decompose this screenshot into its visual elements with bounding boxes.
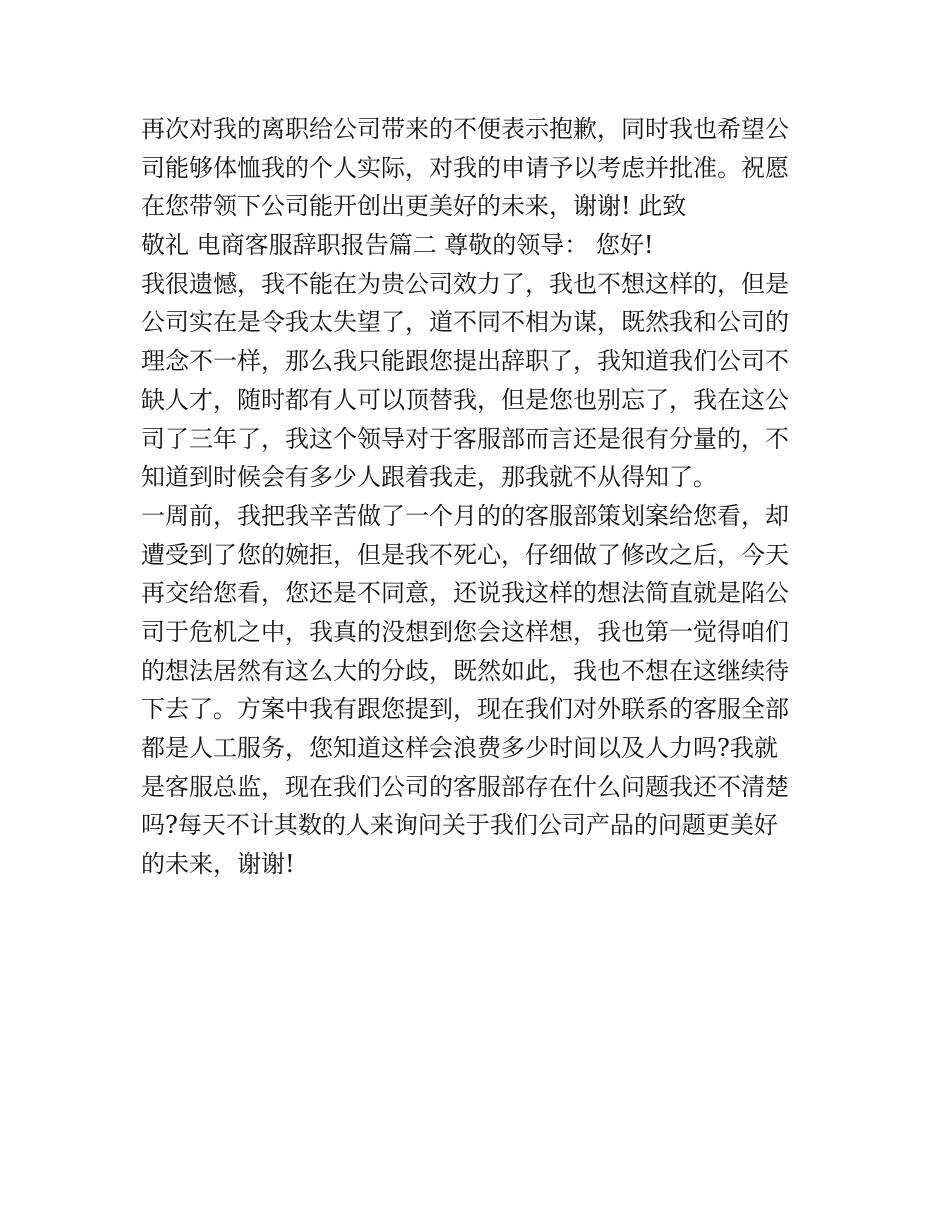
document-body [141, 110, 813, 884]
text-line: 的未来，谢谢! [141, 850, 295, 879]
text-line: 我很遗憾，我不能在为贵公司效力了，我也不想这样的，但是 [141, 269, 789, 298]
text-line: 吗?每天不计其数的人来询问关于我们公司产品的问题更美好 [141, 811, 778, 840]
text-line: 公司实在是令我太失望了，道不同不相为谋，既然我和公司的 [141, 308, 789, 337]
text-line: 知道到时候会有多少人跟着我走，那我就不从得知了。 [141, 463, 717, 492]
text-line: 司了三年了，我这个领导对于客服部而言还是很有分量的，不 [141, 424, 789, 453]
text-line: 一周前，我把我辛苦做了一个月的的客服部策划案给您看，却 [141, 501, 789, 530]
text-line: 的想法居然有这么大的分歧，既然如此，我也不想在这继续待 [141, 656, 789, 685]
text-line: 下去了。方案中我有跟您提到，现在我们对外联系的客服全部 [141, 695, 789, 724]
text-line: 遭受到了您的婉拒，但是我不死心，仔细做了修改之后，今天 [141, 540, 789, 569]
text-line: 司能够体恤我的个人实际，对我的申请予以考虑并批准。祝愿 [141, 153, 789, 182]
text-line: 都是人工服务，您知道这样会浪费多少时间以及人力吗?我就 [141, 734, 778, 762]
text-line: 理念不一样，那么我只能跟您提出辞职了，我知道我们公司不 [141, 347, 789, 376]
text-line: 再次对我的离职给公司带来的不便表示抱歉，同时我也希望公 [141, 115, 789, 143]
text-line: 在您带领下公司能开创出更美好的未来，谢谢! 此致 [141, 192, 687, 221]
text-line: 是客服总监，现在我们公司的客服部存在什么问题我还不清楚 [141, 772, 789, 801]
text-line: 司于危机之中，我真的没想到您会这样想，我也第一觉得咱们 [141, 617, 789, 646]
text-line: 敬礼 电商客服辞职报告篇二 尊敬的领导： 您好! [141, 231, 654, 260]
text-line: 缺人才，随时都有人可以顶替我，但是您也别忘了，我在这公 [141, 385, 789, 414]
text-line: 再交给您看，您还是不同意，还说我这样的想法简直就是陷公 [141, 579, 789, 608]
